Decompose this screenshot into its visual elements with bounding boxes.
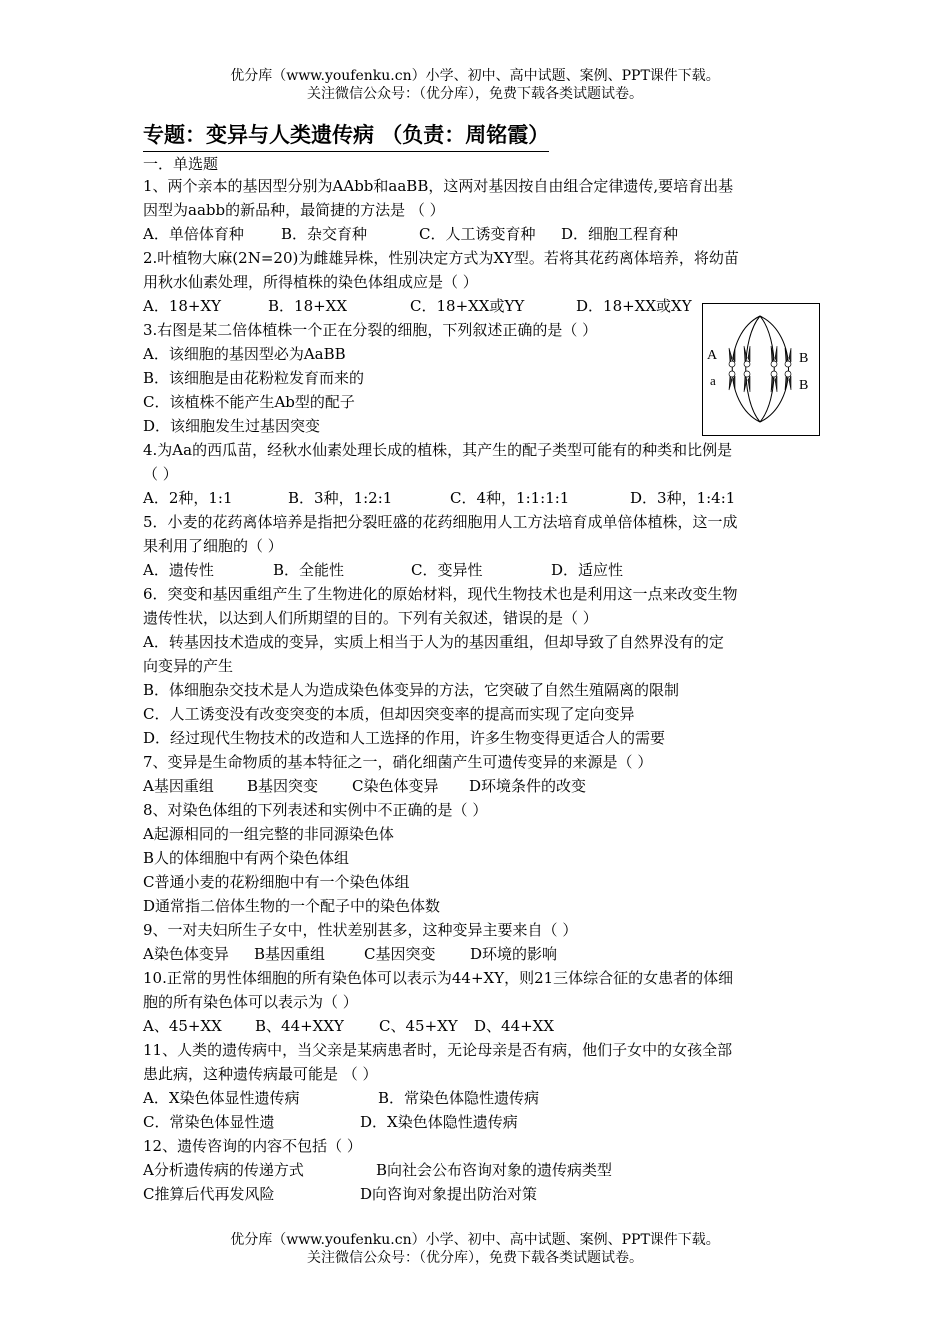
q7-option-a: A基因重组 (143, 777, 214, 795)
q2-option-a: A．18+XY (143, 297, 222, 315)
q1-option-c: C．人工诱变育种 (419, 225, 536, 243)
document-title: 专题：变异与人类遗传病 （负责：周铭霞） (143, 120, 549, 152)
q10-option-b: B、44+XXY (255, 1017, 344, 1035)
cell-diagram (703, 304, 818, 434)
spindle-fiber-left-inner (746, 316, 760, 422)
chromosomes-upper (729, 346, 791, 362)
q8-stem: 8、对染色体组的下列表述和实例中不正确的是（ ） (143, 801, 488, 819)
q7-options (143, 774, 813, 798)
q8-option-a: A起源相同的一组完整的非同源染色体 (143, 825, 394, 843)
q9-option-b: B基因重组 (254, 945, 326, 963)
q6-stem-line-1: 6．突变和基因重组产生了生物进化的原始材料，现代生物技术也是利用这一点来改变生物 (143, 585, 738, 603)
q7-stem: 7、变异是生命物质的基本特征之一，硝化细菌产生可遗传变异的来源是（ ） (143, 753, 653, 771)
q6-option-a-line-1: A．转基因技术造成的变异，实质上相当于人为的基因重组，但却导致了自然界没有的定 (143, 633, 724, 651)
document-body (143, 120, 813, 1206)
q5-option-b: B．全能性 (273, 561, 345, 579)
q4-option-a: A．2种，1:1 (143, 489, 233, 507)
q1-stem-line-2: 因型为aabb的新品种，最简捷的方法是 （ ） (143, 201, 445, 219)
q5-option-c: C．变异性 (411, 561, 483, 579)
q11-stem-line-1: 11、人类的遗传病中，当父亲是某病患者时，无论母亲是否有病，他们子女中的女孩全部 (143, 1041, 733, 1059)
q10-stem-line-2: 胞的所有染色体可以表示为（ ） (143, 993, 358, 1011)
q5-option-d: D．适应性 (551, 561, 624, 579)
gene-label-A: A (707, 348, 718, 363)
q7-option-d: D环境条件的改变 (469, 777, 587, 795)
gene-label-B-lower: B (799, 378, 809, 393)
q12-options-row-2 (143, 1182, 813, 1206)
q6-option-c: C．人工诱变没有改变突变的本质，但却因突变率的提高而实现了定向变异 (143, 705, 635, 723)
page-footer (0, 1231, 950, 1267)
q10-option-c: C、45+XY (379, 1017, 458, 1035)
q3-option-b: B．该细胞是由花粉粒发育而来的 (143, 369, 365, 387)
q2-stem-line-2: 用秋水仙素处理，所得植株的染色体组成应是（ ） (143, 273, 478, 291)
q10-option-a: A、45+XX (143, 1017, 222, 1035)
q9-options (143, 942, 813, 966)
q4-option-d: D．3种，1:4:1 (630, 489, 736, 507)
q8-option-d: D通常指二倍体生物的一个配子中的染色体数 (143, 897, 441, 915)
q12-stem: 12、遗传咨询的内容不包括（ ） (143, 1137, 362, 1155)
q12-option-c: C推算后代再发风险 (143, 1185, 275, 1203)
q3-stem: 3.右图是某二倍体植株一个正在分裂的细胞，下列叙述正确的是（ ） (143, 321, 598, 339)
q1-options (143, 222, 813, 246)
q9-stem: 9、一对夫妇所生子女中，性状差别甚多，这种变异主要来自（ ） (143, 921, 578, 939)
q5-stem-line-1: 5．小麦的花药离体培养是指把分裂旺盛的花药细胞用人工方法培育成单倍体植株，这一成 (143, 513, 738, 531)
gene-label-B-upper: B (799, 351, 809, 366)
q11-option-c: C．常染色体显性遗 (143, 1113, 275, 1131)
q11-option-b: B．常染色体隐性遗传病 (378, 1089, 540, 1107)
q3-option-d: D．该细胞发生过基因突变 (143, 417, 321, 435)
page-header (0, 67, 950, 103)
q6-option-a-line-2: 向变异的产生 (143, 657, 234, 675)
q6-stem-line-2: 遗传性状，以达到人们所期望的目的。下列有关叙述，错误的是（ ） (143, 609, 598, 627)
q2-option-b: B．18+XX (268, 297, 348, 315)
q2-stem-line-1: 2.叶植物大麻(2N=20)为雌雄异株，性别决定方式为XY型。若将其花药离体培养，将幼苗 (143, 249, 739, 267)
q2-option-c: C．18+XX或YY (410, 297, 525, 315)
q8-option-b: B人的体细胞中有两个染色体组 (143, 849, 350, 867)
q4-stem-line-1: 4.为Aa的西瓜苗，经秋水仙素处理长成的植株，其产生的配子类型可能有的种类和比例是 (143, 441, 733, 459)
q7-option-c: C染色体变异 (352, 777, 439, 795)
spindle-fiber-right-inner (760, 316, 774, 422)
q4-option-c: C．4种，1:1:1:1 (450, 489, 570, 507)
q6-option-d: D．经过现代生物技术的改造和人工选择的作用，许多生物变得更适合人的需要 (143, 729, 666, 747)
header-line-2: 关注微信公众号：（优分库），免费下载各类试题试卷。 (307, 86, 643, 102)
q5-options (143, 558, 813, 582)
q1-option-b: B．杂交育种 (281, 225, 368, 243)
cell-division-figure (702, 303, 820, 436)
q9-option-d: D环境的影响 (470, 945, 558, 963)
centromeres (729, 361, 791, 377)
q6-option-b: B．体细胞杂交技术是人为造成染色体变异的方法，它突破了自然生殖隔离的限制 (143, 681, 680, 699)
q8-option-c: C普通小麦的花粉细胞中有一个染色体组 (143, 873, 410, 891)
q9-option-a: A染色体变异 (143, 945, 229, 963)
header-line-1: 优分库（www.youfenku.cn）小学、初中、高中试题、案例、PPT课件下载。 (230, 68, 720, 84)
q10-option-d: D、44+XX (474, 1017, 555, 1035)
q4-options (143, 486, 813, 510)
q3-option-a: A．该细胞的基因型必为AaBB (143, 345, 346, 363)
q10-options (143, 1014, 813, 1038)
q11-options-row-2 (143, 1110, 813, 1134)
q5-option-a: A．遗传性 (143, 561, 214, 579)
footer-line-1: 优分库（www.youfenku.cn）小学、初中、高中试题、案例、PPT课件下载。 (230, 1232, 720, 1248)
q1-option-d: D．细胞工程育种 (561, 225, 679, 243)
q1-option-a: A．单倍体育种 (143, 225, 244, 243)
chromosomes-lower (729, 376, 791, 392)
footer-line-2: 关注微信公众号：（优分库），免费下载各类试题试卷。 (307, 1250, 643, 1266)
gene-label-a: a (710, 373, 716, 388)
q1-stem-line-1: 1、两个亲本的基因型分别为AAbb和aaBB，这两对基因按自由组合定律遗传,要培育出基 (143, 177, 734, 195)
q12-option-d: D向咨询对象提出防治对策 (360, 1185, 538, 1203)
q11-options-row-1 (143, 1086, 813, 1110)
q7-option-b: B基因突变 (247, 777, 319, 795)
q12-option-a: A分析遗传病的传递方式 (143, 1161, 304, 1179)
q2-option-d: D．18+XX或XY (576, 297, 692, 315)
q11-stem-line-2: 患此病，这种遗传病最可能是 （ ） (143, 1065, 378, 1083)
section-heading: 一．单选题 (143, 155, 219, 173)
q12-options-row-1 (143, 1158, 813, 1182)
q5-stem-line-2: 果利用了细胞的（ ） (143, 537, 283, 555)
q12-option-b: B向社会公布咨询对象的遗传病类型 (376, 1161, 613, 1179)
q4-option-b: B．3种，1:2:1 (288, 489, 393, 507)
q3-option-c: C．该植株不能产生Ab型的配子 (143, 393, 355, 411)
q4-stem-line-2: （ ） (143, 465, 178, 483)
q11-option-a: A．X染色体显性遗传病 (143, 1089, 300, 1107)
q10-stem-line-1: 10.正常的男性体细胞的所有染色体可以表示为44+XY，则21三体综合征的女患者的体细 (143, 969, 734, 987)
q9-option-c: C基因突变 (364, 945, 436, 963)
q11-option-d: D．X染色体隐性遗传病 (360, 1113, 518, 1131)
